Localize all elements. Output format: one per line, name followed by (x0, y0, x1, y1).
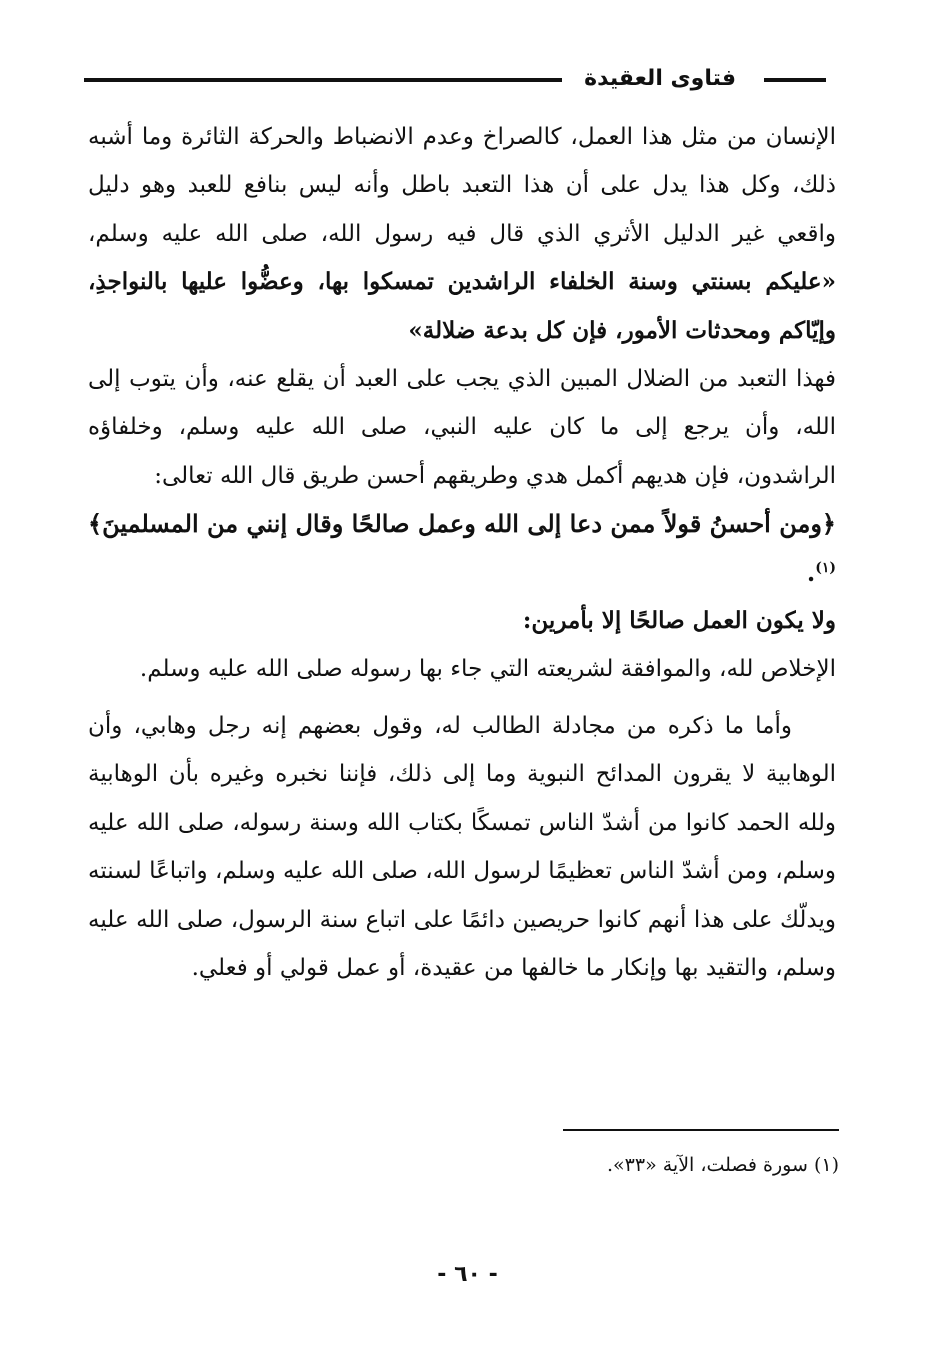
paragraph-1-text: الإنسان من مثل هذا العمل، كالصراخ وعدم الانضباط والحركة الثائرة وما أشبه ذلك، وكل هذا يدل على أن هذا التعبد باطل وأنه ليس بنافع للعبد وهو دليل واقعي غير الدليل الأثري الذي قال فيه رسول الله، صلى الله عليه وسلم، (88, 124, 836, 247)
header-rule-right (764, 78, 826, 82)
hadith-quote: «عليكم بسنتي وسنة الخلفاء الراشدين تمسكوا بها، وعضُّوا عليها بالنواجذِ، وإيّاكم ومحدثات الأمور، فإن كل بدعة ضلالة» (88, 268, 836, 344)
footnote-rule (563, 1129, 839, 1131)
quran-verse-end: . (806, 557, 816, 587)
footnote: (١) سورة فصلت، الآية «٣٣». (606, 1154, 839, 1176)
header-rule-left (84, 78, 562, 82)
section-heading: ولا يكون العمل صالحًا إلا بأمرين: (522, 607, 836, 635)
footnote-reference: (١) (815, 559, 836, 576)
quran-verse-text: ﴿ومن أحسنُ قولاً ممن دعا إلى الله وعمل صالحًا وقال إنني من المسلمينَ﴾ (88, 509, 836, 539)
running-header (84, 64, 826, 98)
quran-verse (88, 500, 836, 597)
paragraph-4: وأما ما ذكره من مجادلة الطالب له، وقول بعضهم إنه رجل وهابي، وأن الوهابية لا يقرون المدائح النبوية وما إلى ذلك، فإننا نخبره وغيره بأن الوهابية ولله الحمد كانوا من أشدّ الناس تمسكًا بكتاب الله وسنة رسوله، صلى الله عليه وسلم، ومن أشدّ الناس تعظيمًا لرسول الله، صلى الله عليه وسلم، واتباعًا لسنته ويدلّك على هذا أنهم كانوا حريصين دائمًا على اتباع سنة الرسول، صلى الله عليه وسلم، والتقيد بها وإنكار ما خالفها من عقيدة، أو عمل قولي أو فعلي. (88, 712, 836, 981)
body-text (88, 113, 836, 992)
paragraph-2: فهذا التعبد من الضلال المبين الذي يجب على العبد أن يقلع عنه، وأن يتوب إلى الله، وأن يرجع إلى ما كان عليه النبي، صلى الله عليه وسلم، وخلفاؤه الراشدون، فإن هديهم أكمل هدي وطريقهم أحسن طريق قال الله تعالى: (88, 366, 836, 489)
paragraph-3: الإخلاص لله، والموافقة لشريعته التي جاء بها رسوله صلى الله عليه وسلم. (139, 656, 836, 683)
header-title: فتاوى العقيدة (584, 66, 736, 91)
page-number: - ٦٠ - (437, 1262, 498, 1287)
paragraph-1 (88, 113, 836, 355)
